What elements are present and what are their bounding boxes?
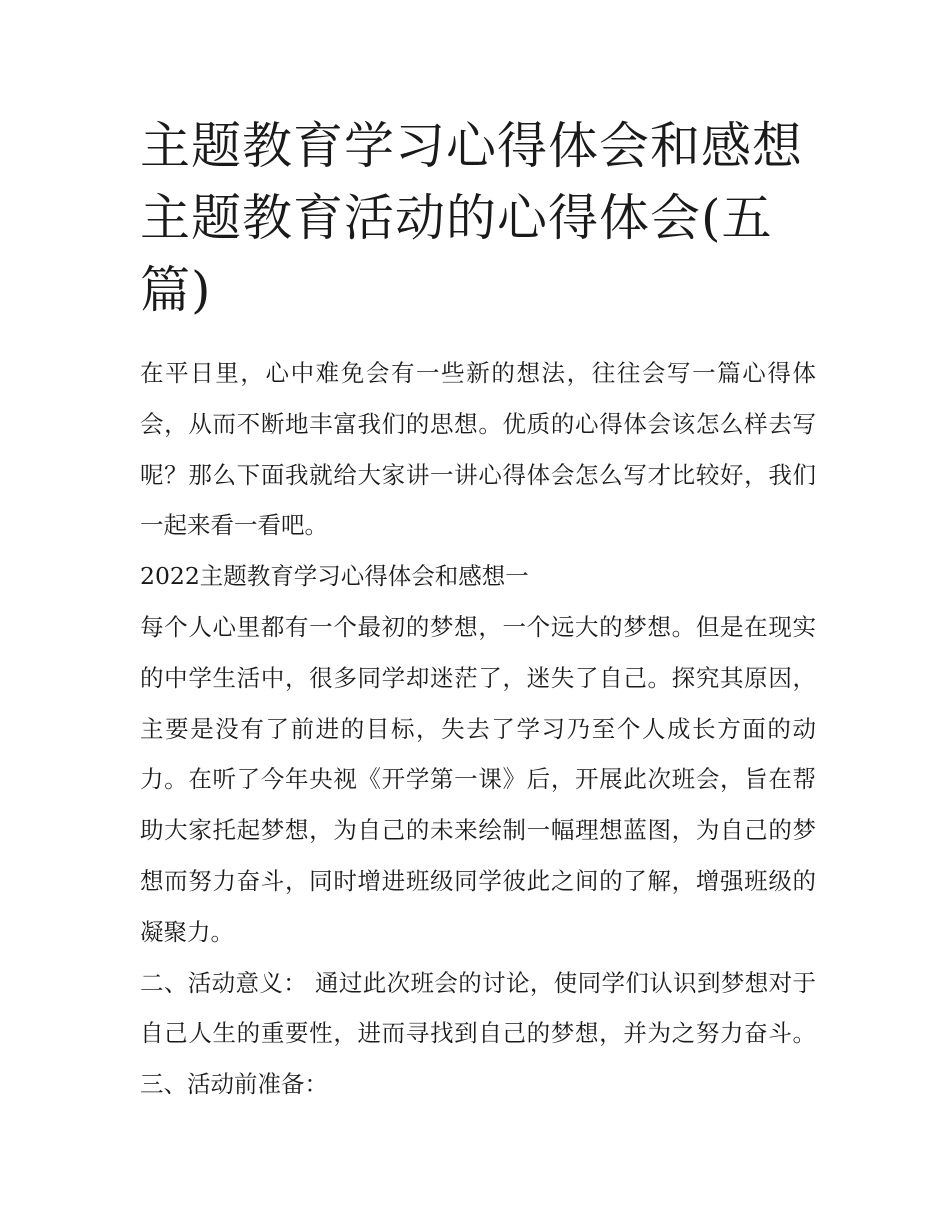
body-paragraph: 每个人心里都有一个最初的梦想，一个远大的梦想。但是在现实的中学生活中，很多同学却迷茫了，迷失了自己。探究其原因，主要是没有了前进的目标，失去了学习乃至个人成长方面的动力。在听了今年央视《开学第一课》后，开展此次班会，旨在帮助大家托起梦想，为自己的未来绘制一幅理想蓝图，为自己的梦想而努力奋斗，同时增进班级同学彼此之间的了解，增强班级的凝聚力。 (140, 612, 816, 946)
activity-paragraph: 二、活动意义： 通过此次班会的讨论，使同学们认识到梦想对于自己人生的重要性，进而寻找到自己的梦想，并为之努力奋斗。 三、活动前准备： (140, 968, 816, 1099)
section-heading: 2022主题教育学习心得体会和感想一 (140, 562, 529, 591)
intro-paragraph: 在平日里，心中难免会有一些新的想法，往往会写一篇心得体会，从而不断地丰富我们的思想。优质的心得体会该怎么样去写呢？那么下面我就给大家讲一讲心得体会怎么写才比较好，我们一起来看一看吧。 (140, 359, 816, 540)
document-page (140, 110, 816, 1110)
document-title: 主题教育学习心得体会和感想主题教育活动的心得体会(五篇) (140, 117, 803, 319)
